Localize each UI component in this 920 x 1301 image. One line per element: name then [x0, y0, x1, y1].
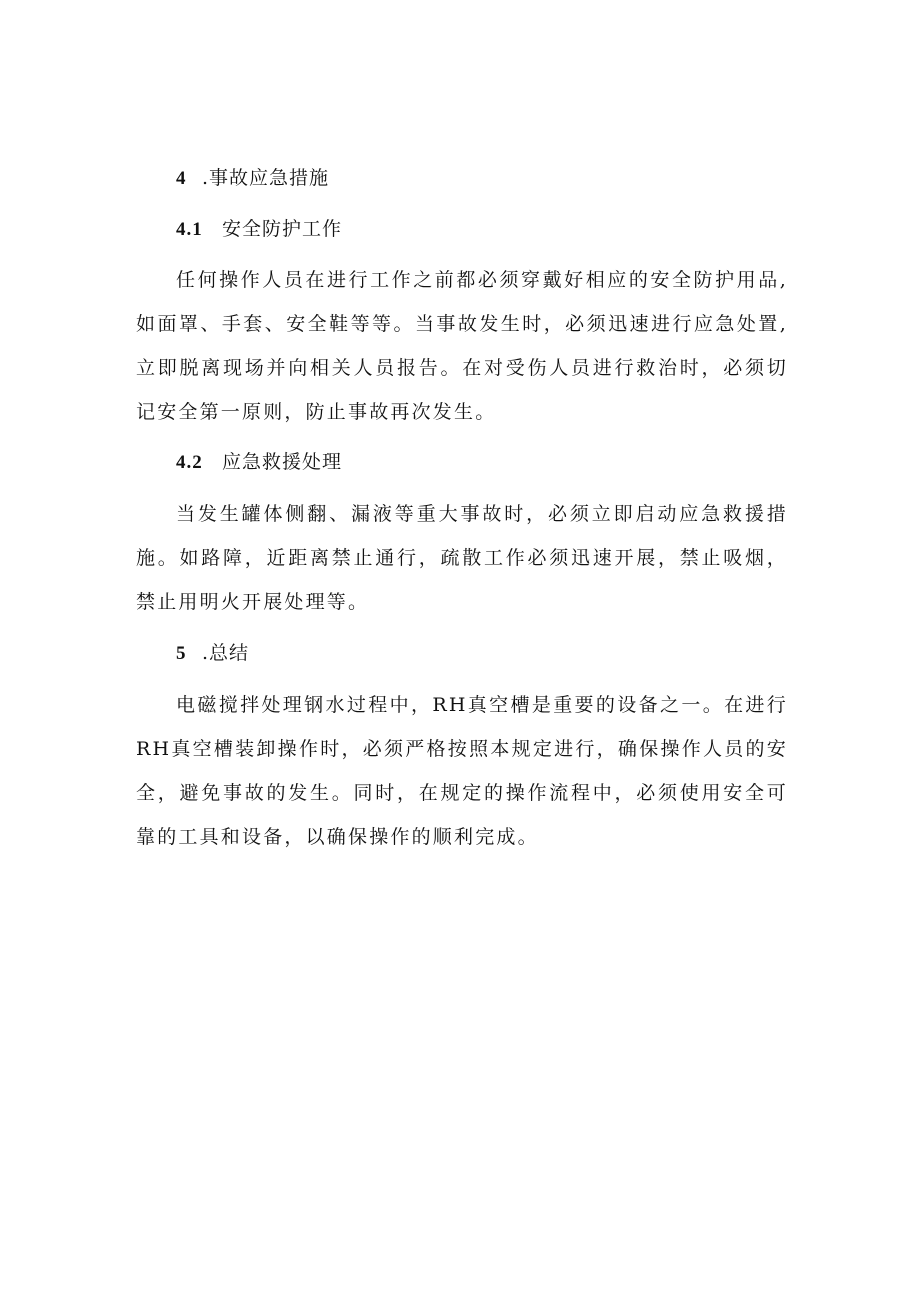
heading-section-4-1 [176, 217, 342, 242]
paragraph-safety-protection: 任何操作人员在进行工作之前都必须穿戴好相应的安全防护用品,如面罩、手套、安全鞋等等。当事故发生时，必须迅速进行应急处置,立即脱离现场并向相关人员报告。在对受伤人员进行救治时，必须切记安全第一原则，防止事故再次发生。 [136, 269, 788, 423]
section-title: 应急救援处理 [222, 451, 343, 473]
section-title: .总结 [202, 642, 250, 664]
section-number: 4.1 [176, 219, 203, 240]
paragraph-summary: 电磁搅拌处理钢水过程中，RH真空槽是重要的设备之一。在进行RH真空槽装卸操作时，必须严格按照本规定进行，确保操作人员的安全，避免事故的发生。同时，在规定的操作流程中，必须使用安全可靠的工具和设备，以确保操作的顺利完成。 [136, 694, 788, 848]
heading-section-5 [176, 641, 249, 666]
section-title: .事故应急措施 [202, 167, 330, 189]
section-number: 4.2 [176, 452, 203, 473]
heading-section-4-2 [176, 450, 342, 475]
section-title: 安全防护工作 [222, 218, 343, 240]
section-number: 4 [176, 168, 187, 189]
section-number: 5 [176, 643, 187, 664]
heading-section-4 [176, 166, 329, 191]
paragraph-emergency-rescue: 当发生罐体侧翻、漏液等重大事故时，必须立即启动应急救援措施。如路障，近距离禁止通行，疏散工作必须迅速开展，禁止吸烟，禁止用明火开展处理等。 [136, 503, 788, 613]
